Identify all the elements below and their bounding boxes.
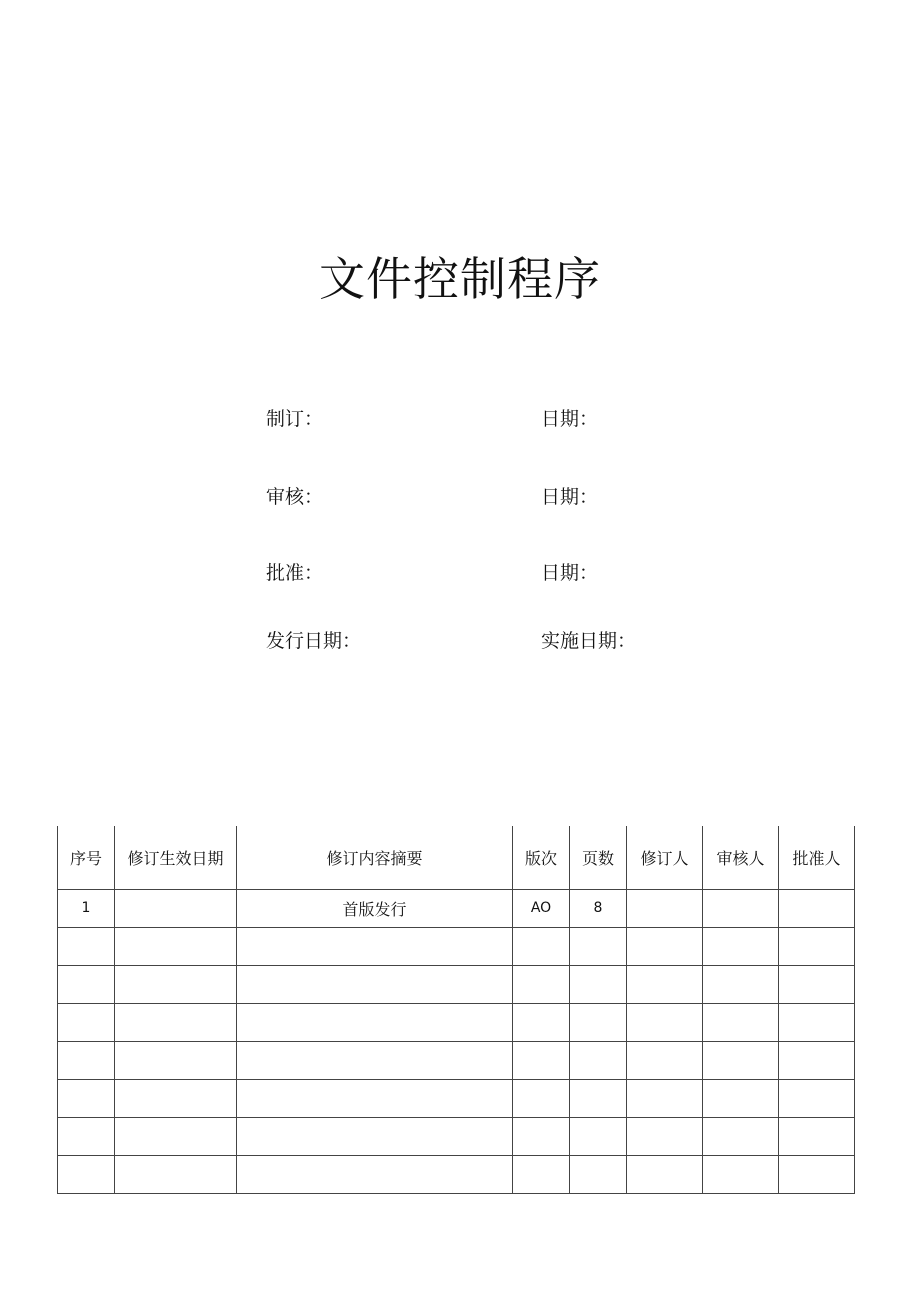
table-header-row: [58, 826, 855, 889]
table-cell: [703, 889, 779, 927]
table-row: [58, 1117, 855, 1155]
table-cell: [703, 1155, 779, 1193]
table-cell: [627, 1041, 703, 1079]
table-cell: [58, 1079, 115, 1117]
header-reviser: 修订人: [627, 826, 703, 889]
table-cell: [237, 1041, 513, 1079]
table-cell: [779, 965, 855, 1003]
table-cell: [779, 1117, 855, 1155]
table-cell: [115, 1117, 237, 1155]
table-cell: [627, 965, 703, 1003]
table-row: [58, 1155, 855, 1193]
table-cell: [58, 1003, 115, 1041]
table-cell: 8: [570, 889, 627, 927]
revision-history-table: [57, 826, 855, 1194]
header-seq: 序号: [58, 826, 115, 889]
table-cell: [627, 1079, 703, 1117]
table-cell: [570, 1117, 627, 1155]
table-cell: [513, 1079, 570, 1117]
table-cell: [237, 1117, 513, 1155]
table-cell: [237, 927, 513, 965]
table-row: [58, 889, 855, 927]
table-row: [58, 927, 855, 965]
table-cell: [513, 1041, 570, 1079]
table-cell: [115, 1079, 237, 1117]
table-cell: [115, 927, 237, 965]
table-cell: [237, 1003, 513, 1041]
table-cell: [703, 1117, 779, 1155]
table-cell: [703, 1079, 779, 1117]
table-cell: [513, 1003, 570, 1041]
table-cell: [627, 889, 703, 927]
document-title: 文件控制程序: [319, 252, 601, 306]
table-cell: [513, 927, 570, 965]
table-cell: [513, 1117, 570, 1155]
table-cell: [237, 1155, 513, 1193]
table-cell: [779, 889, 855, 927]
table-cell: [779, 1003, 855, 1041]
table-cell: [58, 1155, 115, 1193]
drafted-date-label: 日期：: [541, 408, 599, 430]
table-cell: [570, 1041, 627, 1079]
table-cell: [570, 1155, 627, 1193]
reviewed-label: 审核：: [266, 486, 324, 508]
table-cell: [237, 1079, 513, 1117]
reviewed-date-label: 日期：: [541, 486, 599, 508]
table-cell: [513, 965, 570, 1003]
table-cell: [115, 1041, 237, 1079]
effective-date-label: 实施日期：: [541, 630, 637, 652]
table-cell: [779, 1041, 855, 1079]
table-cell: [570, 1079, 627, 1117]
table-cell: [627, 927, 703, 965]
table-row: [58, 1003, 855, 1041]
table-cell: [779, 1079, 855, 1117]
header-effective-date: 修订生效日期: [115, 826, 237, 889]
table-cell: [703, 927, 779, 965]
table-cell: [779, 927, 855, 965]
table-cell: [703, 1003, 779, 1041]
table-cell: [627, 1003, 703, 1041]
table-cell: [570, 927, 627, 965]
table-cell: [115, 1003, 237, 1041]
table-row: [58, 1079, 855, 1117]
table-cell: [115, 889, 237, 927]
table-cell: [570, 965, 627, 1003]
table-cell: [58, 1041, 115, 1079]
table-cell: AO: [513, 889, 570, 927]
table-cell: [570, 1003, 627, 1041]
approved-label: 批准：: [266, 562, 324, 584]
table-cell: [237, 965, 513, 1003]
table-cell: [58, 927, 115, 965]
table-cell: [115, 1155, 237, 1193]
header-reviewer: 审核人: [703, 826, 779, 889]
table-cell: 首版发行: [237, 889, 513, 927]
header-summary: 修订内容摘要: [237, 826, 513, 889]
header-approver: 批准人: [779, 826, 855, 889]
table-cell: [703, 1041, 779, 1079]
table-cell: [779, 1155, 855, 1193]
table-cell: [627, 1117, 703, 1155]
table-cell: [58, 1117, 115, 1155]
table-cell: 1: [58, 889, 115, 927]
table-cell: [513, 1155, 570, 1193]
table-cell: [627, 1155, 703, 1193]
table-row: [58, 965, 855, 1003]
table-cell: [58, 965, 115, 1003]
table-cell: [115, 965, 237, 1003]
issue-date-label: 发行日期：: [266, 630, 362, 652]
header-version: 版次: [513, 826, 570, 889]
table-cell: [703, 965, 779, 1003]
header-pages: 页数: [570, 826, 627, 889]
approved-date-label: 日期：: [541, 562, 599, 584]
drafted-label: 制订：: [266, 408, 324, 430]
table-row: [58, 1041, 855, 1079]
